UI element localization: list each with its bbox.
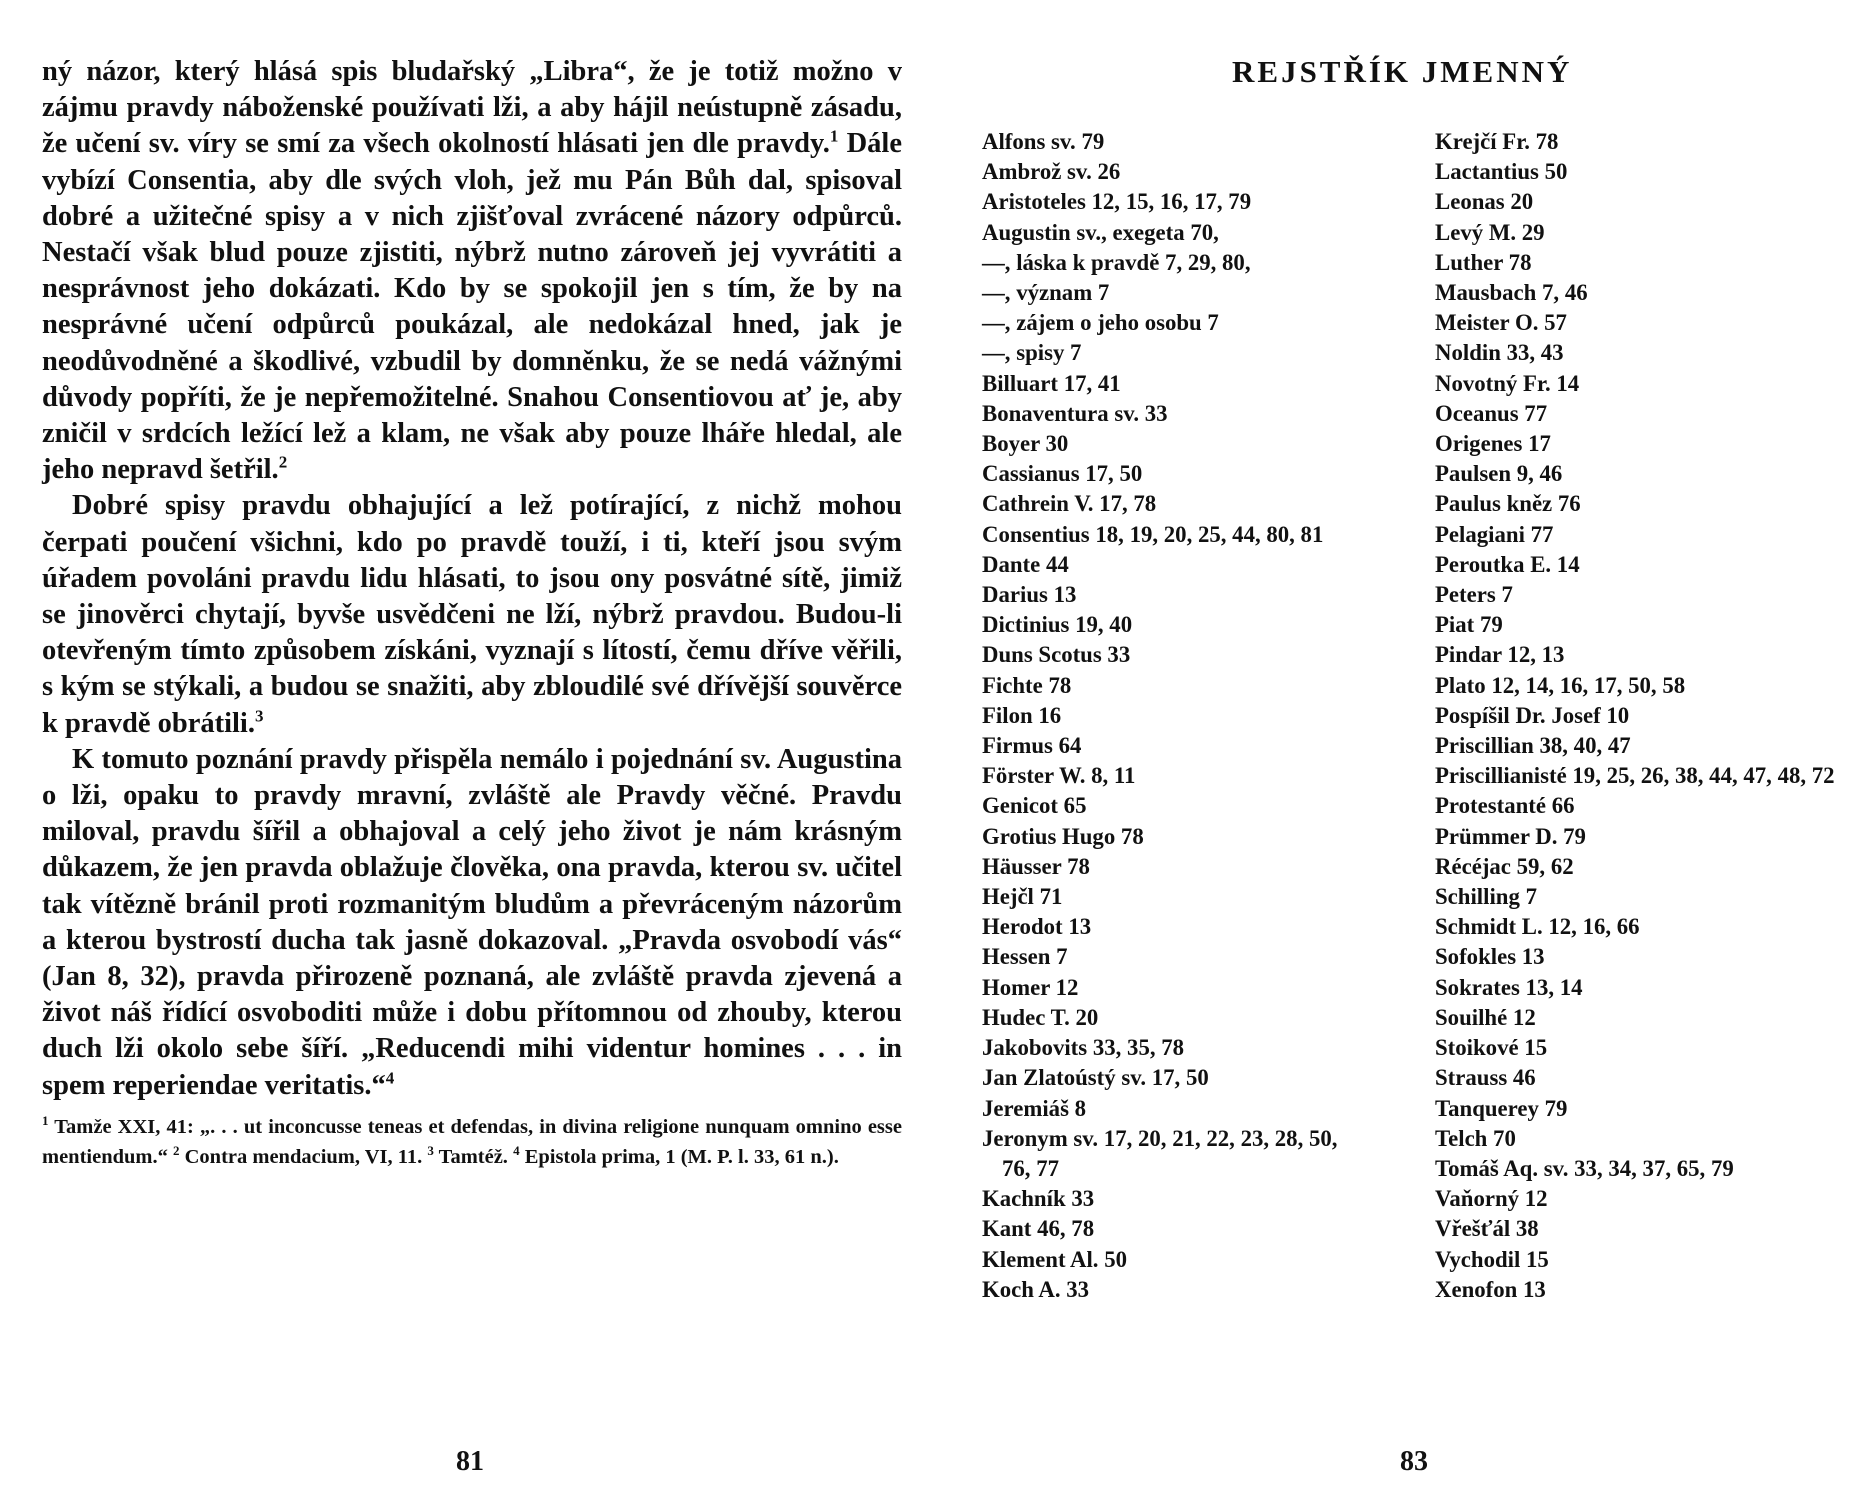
index-entry: Jakobovits 33, 35, 78 [982,1035,1185,1061]
index-entry: Novotný Fr. 14 [1435,370,1580,396]
index-entry: Koch A. 33 [982,1276,1090,1302]
index-entry: Schilling 7 [1435,884,1537,910]
index-entry: —, spisy 7 [982,340,1082,366]
index-entry: Priscillian 38, 40, 47 [1435,733,1631,759]
index-entry: Souilhé 12 [1435,1004,1536,1030]
index-entry: Genicot 65 [982,793,1087,819]
index-entry: Krejčí Fr. 78 [1435,129,1559,154]
index-entry: Alfons sv. 79 [982,129,1105,154]
footnote-ref-1: 1 [829,126,839,146]
footnote-mark-3: 3 [427,1143,434,1159]
page-number-right: 83 [1400,1446,1428,1477]
index-entry: Stoikové 15 [1435,1035,1548,1061]
footnote-text-1: Tamže XXI, 41: „. . . ut inconcusse teneas et defendas, in divina religione nunquam omnino esse mentiendum.“ [42,1116,902,1168]
footnote-ref-2: 2 [278,452,288,472]
index-entry: Consentius 18, 19, 20, 25, 44, 80, 81 [982,521,1324,547]
right-page [935,0,1870,1500]
index-entry: Hessen 7 [982,944,1068,970]
paragraph-2-text: Dobré spisy pravdu obhajující a lež potírající, z nichž mohou čerpati poučení všichni, kdo po pravdě touží, i ti, kteří jsou svým úřadem povoláni pravdu lidu hlásati, to jsou ony posvátné sítě, jimiž se jinověrci chytají, byvše usvědčeni ne lží, nýbrž pravdou. Budou-li otevřeným tímto způsobem získáni, vyznají s lítostí, čemu dříve věřili, s kým se stýkali, a budou se snažiti, aby zbloudilé své dřívější souvěrce k pravdě obrátili. [42,490,902,739]
index-entry: Lactantius 50 [1435,159,1568,185]
index-entry: Origenes 17 [1435,431,1551,457]
footnote-ref-3: 3 [254,706,264,726]
index-entry: Firmus 64 [982,733,1082,759]
footnotes [42,1112,902,1172]
index-entry: 76, 77 [1002,1155,1059,1181]
footnote-mark-4: 4 [513,1143,520,1159]
index-entry: Pindar 12, 13 [1435,642,1565,668]
index-entry: Augustin sv., exegeta 70, [982,219,1219,245]
index-entry: Bonaventura sv. 33 [982,400,1168,426]
index-entry: Dante 44 [982,551,1069,577]
index-entry: Fichte 78 [982,672,1072,698]
index-entry: Leonas 20 [1435,189,1534,215]
index-entry: Homer 12 [982,974,1079,1000]
index-entry: Jeronym sv. 17, 20, 21, 22, 23, 28, 50, [982,1125,1338,1151]
index-entry: Hejčl 71 [982,884,1063,910]
page-number-left: 81 [456,1446,484,1477]
index-entry: Meister O. 57 [1435,310,1567,336]
index-entry: Paulus kněz 76 [1435,491,1581,517]
index-entry: Kachník 33 [982,1186,1095,1212]
index-entry: Strauss 46 [1435,1065,1536,1091]
index-entry: Darius 13 [982,582,1077,608]
index-entry: —, zájem o jeho osobu 7 [982,310,1219,336]
footnote-mark-1: 1 [42,1113,49,1129]
index-entry: Herodot 13 [982,914,1092,940]
index-column-2 [1435,127,1855,1305]
index-entry: Noldin 33, 43 [1435,340,1564,366]
index-entry: Cathrein V. 17, 78 [982,491,1157,517]
paragraph-1-text: ný názor, který hlásá spis bludařský „Libra“, že je totiž možno v zájmu pravdy náboženské používati lži, a aby hájil neústupně zásadu, že učení sv. víry se smí za všech okolností hlásati jen dle pravdy. [42,56,902,160]
index-entry: Levý M. 29 [1435,219,1545,245]
paragraph-2 [42,488,902,741]
footnote-mark-2: 2 [172,1143,180,1159]
index-entry: Klement Al. 50 [982,1246,1127,1272]
index-entry: Sofokles 13 [1435,944,1545,970]
index-entry: Pelagiani 77 [1435,521,1554,547]
index-entry: Häusser 78 [982,853,1090,879]
index-entry: Vřešťál 38 [1435,1216,1539,1242]
index-entry: Billuart 17, 41 [982,370,1121,396]
index-entry: Xenofon 13 [1435,1276,1546,1302]
index-entry: Tomáš Aq. sv. 33, 34, 37, 65, 79 [1435,1155,1734,1181]
footnote-text-4: Epistola prima, 1 (M. P. l. 33, 61 n.). [519,1146,839,1168]
body-text [42,54,902,1104]
paragraph-1 [42,54,902,488]
index-entry: Tanquerey 79 [1435,1095,1568,1121]
index-entry: Jeremiáš 8 [982,1095,1087,1121]
index-entry: Priscillianisté 19, 25, 26, 38, 44, 47, 48, 72 [1435,763,1835,789]
index-entry: Filon 16 [982,702,1062,728]
index-title: REJSTŘÍK JMENNÝ [1232,54,1573,89]
index-entry: Boyer 30 [982,431,1069,457]
index-entry: —, význam 7 [982,280,1110,306]
index-column-1 [982,127,1402,1305]
index-entry: Peroutka E. 14 [1435,551,1580,577]
index-entry: Pospíšil Dr. Josef 10 [1435,702,1630,728]
index-entry: Ambrož sv. 26 [982,159,1121,185]
index-entry: Luther 78 [1435,249,1532,275]
index-entry: Hudec T. 20 [982,1004,1099,1030]
index-entry: Oceanus 77 [1435,400,1548,426]
index-entry: —, láska k pravdě 7, 29, 80, [982,249,1251,275]
index-entry: Aristoteles 12, 15, 16, 17, 79 [982,189,1252,215]
index-entry: Jan Zlatoústý sv. 17, 50 [982,1065,1209,1091]
index-entry: Plato 12, 14, 16, 17, 50, 58 [1435,672,1686,698]
index-entry: Récéjac 59, 62 [1435,853,1574,879]
index-entry: Peters 7 [1435,582,1513,608]
index-entry: Vaňorný 12 [1435,1186,1548,1212]
index-entry: Protestanté 66 [1435,793,1575,819]
index-entry: Dictinius 19, 40 [982,612,1133,638]
paragraph-3 [42,742,902,1104]
footnote-text-2: Contra mendacium, VI, 11. [179,1146,428,1168]
index-entry: Mausbach 7, 46 [1435,280,1588,306]
index-entry: Kant 46, 78 [982,1216,1095,1242]
paragraph-3-text: K tomuto poznání pravdy přispěla nemálo i pojednání sv. Augustina o lži, opaku to pravdy mravní, zvláště ale Pravdy věčné. Pravdu miloval, pravdu šířil a obhajoval a celý jeho život je nám krásným důkazem, že jen pravda oblažuje člověka, ona pravda, kterou sv. učitel tak vítězně bránil proti rozmanitým bludům a převráceným názorům a kterou bystrostí ducha tak jasně dokazoval. „Pravda osvobodí vás“ (Jan 8, 32), pravda přirozeně poznaná, ale zvláště pravda zjevená a život náš řídící osvoboditi může i dobu přítomnou od zhouby, kterou duch lži okolo sebe šíří. „Reducendi mihi videntur homines . . . in spem reperiendae veritatis.“ [42,743,902,1101]
index-entry: Prümmer D. 79 [1435,823,1586,849]
index-entry: Piat 79 [1435,612,1503,638]
paragraph-1-tail: Dále vybízí Consentia, aby dle svých vloh, jež mu Pán Bůh dal, spisoval dobré a užitečné spisy a v nich zjišťoval zvrácené názory odpůrců. Nestačí však blud pouze zjistiti, nýbrž nutno zároveň jej vyvrátiti a nesprávnost jeho dokázati. Kdo by se spokojil jen s tím, že by na nesprávné učení odpůrců poukázal, ale nedokázal hned, jak je neodůvodněné a škodlivé, vzbudil by domněnku, že se nedá vážnými důvody popříti, že je nepřemožitelné. Snahou Consentiovou ať je, aby zničil v srdcích ležící lež a klam, ne však aby pouze lháře hledal, ale jeho nepravd šetřil. [42,128,902,486]
index-entry: Schmidt L. 12, 16, 66 [1435,914,1640,940]
footnote-ref-4: 4 [385,1068,395,1088]
index-entry: Cassianus 17, 50 [982,461,1143,487]
index-entry: Sokrates 13, 14 [1435,974,1583,1000]
index-entry: Paulsen 9, 46 [1435,461,1563,487]
index-entry: Grotius Hugo 78 [982,823,1144,849]
index-entry: Duns Scotus 33 [982,642,1131,668]
footnote-text-3: Tamtéž. [433,1146,514,1168]
index-entry: Telch 70 [1435,1125,1516,1151]
index-entry: Vychodil 15 [1435,1246,1549,1272]
index-entry: Förster W. 8, 11 [982,763,1136,789]
